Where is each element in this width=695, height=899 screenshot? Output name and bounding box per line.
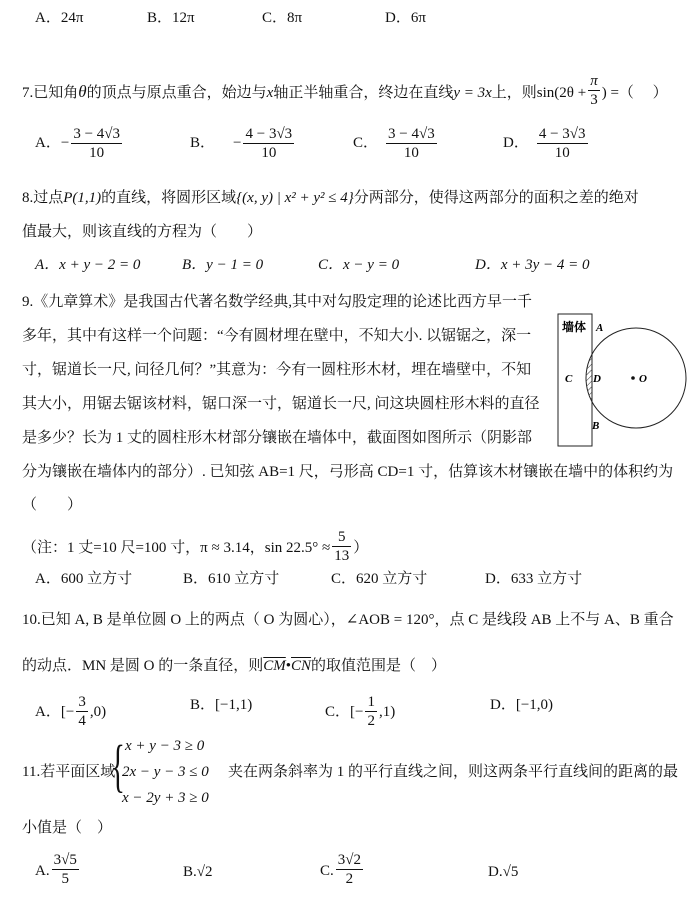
q9-note-den: 13 <box>334 548 350 564</box>
q11-ineq-2: 2x − y − 3 ≤ 0 <box>122 764 209 780</box>
label-a: A <box>596 322 604 334</box>
q8-option-d: D．x + 3y − 4 = 0 <box>475 257 590 273</box>
q8-option-c: C．x − y = 0 <box>318 257 400 273</box>
label-o: O <box>639 373 647 385</box>
q7-pi: π <box>590 73 598 89</box>
q10-option-d <box>490 695 553 715</box>
q8-line1-pre: 8.过点 <box>22 190 64 206</box>
q11-option-c-den: 2 <box>345 871 354 887</box>
q7-option-b-label: B． <box>190 134 216 151</box>
q8-line1-post: 分两部分，使得这两部分的面积之差的绝对 <box>353 190 639 206</box>
q11-option-c-num: 3√2 <box>337 852 361 868</box>
q6-option-c: C．8π <box>262 10 303 26</box>
q11-line2: 小值是（ ） <box>22 820 113 836</box>
q10-option-a-den: 4 <box>78 713 86 729</box>
q10-dot: • <box>285 658 292 674</box>
q9-line3: 寸，锯道长一尺, 问径几何？”其意为：今有一圆柱形木材，埋在墙壁中，不知 <box>22 362 532 378</box>
q10-option-a-num: 3 <box>78 694 86 710</box>
q7-option-a-num: 3 − 4√3 <box>73 126 121 142</box>
q7-option-a-sign: − <box>60 134 70 151</box>
q10-option-d-text: [−1,0) <box>515 697 554 713</box>
q10-option-b <box>190 695 252 715</box>
q7-line-eq: y = 3x <box>453 84 492 101</box>
q7-option-a-label: A． <box>35 134 61 151</box>
q7-option-b-sign: − <box>233 134 242 151</box>
q11-option-b-text: √2 <box>196 864 213 880</box>
q11-brace: { <box>111 733 125 798</box>
q9-figure <box>548 300 693 450</box>
q7-option-b-num: 4 − 3√3 <box>245 126 293 142</box>
q9-option-c: C．620 立方寸 <box>331 571 428 587</box>
q7-sin-pre: sin(2θ + <box>536 84 587 101</box>
label-c: C <box>565 373 573 385</box>
q11-option-a <box>35 852 81 888</box>
q11-option-d-label: D. <box>488 864 503 880</box>
q11-option-c-label: C. <box>320 862 334 879</box>
q10-option-c-post: ,1) <box>378 703 396 720</box>
q6-option-b: B．12π <box>147 10 195 26</box>
q9-option-a: A．600 立方寸 <box>35 571 133 587</box>
q11-option-b-label: B. <box>183 864 197 880</box>
q9-option-b: B．610 立方寸 <box>183 571 280 587</box>
q7-option-d-den: 10 <box>554 145 570 161</box>
center-point <box>631 376 635 380</box>
q7-stem-mid1: 的顶点与原点重合，始边与 <box>86 84 267 101</box>
q10-option-c-pre: [− <box>350 703 364 720</box>
q10-option-a-post: ,0) <box>89 703 107 720</box>
q8-line1 <box>22 188 639 208</box>
q11-stem-post: 夹在两条斜率为 1 的平行直线之间，则这两条平行直线间的距离的最 <box>228 764 679 780</box>
q10-line2-pre: 的动点．MN 是圆 O 的一条直径，则 <box>22 658 264 674</box>
q7-stem-mid3: 上，则 <box>491 84 537 101</box>
q7-option-a-den: 10 <box>89 145 105 161</box>
q10-vector-cn: $\overline{CN}$ <box>291 658 312 674</box>
q9-option-d: D．633 立方寸 <box>485 571 583 587</box>
q6-option-a: A．24π <box>35 10 84 26</box>
q10-line1: 10.已知 A, B 是单位圆 O 上的两点（ O 为圆心），∠AOB = 120°，点 C 是线段 AB 上不与 A、B 重合 <box>22 612 674 628</box>
embedded-segment <box>578 330 592 430</box>
q8-option-b: B．y − 1 = 0 <box>182 257 264 273</box>
q9-note <box>22 529 369 565</box>
q7-option-d-num: 4 − 3√3 <box>538 126 586 142</box>
q9-note-post: ） <box>353 539 369 556</box>
q7-option-a <box>35 125 124 162</box>
q9-line2: 多年，其中有这样一个问题：“今有圆材埋在壁中，不知大小. 以锯锯之，深一 <box>22 328 532 344</box>
q10-option-b-label: B． <box>190 697 216 713</box>
q10-option-b-text: [−1,1) <box>215 697 253 713</box>
q9-note-pre: （注：1 丈=10 尺=100 寸，π ≈ 3.14，sin 22.5° ≈ <box>22 539 331 556</box>
q10-option-c-label: C． <box>325 703 351 720</box>
q8-line1-mid: 的直线，将圆形区域 <box>101 190 237 206</box>
q7-option-c-label: C． <box>353 134 379 151</box>
q9-note-num: 5 <box>332 528 351 547</box>
q10-option-c <box>325 695 395 730</box>
q10-option-d-label: D． <box>490 697 516 713</box>
q7-theta: θ <box>78 81 87 101</box>
q11-ineq-1: x + y − 3 ≥ 0 <box>125 738 205 754</box>
q11-option-a-num: 3√5 <box>53 852 77 868</box>
q7-x: x <box>266 84 274 101</box>
q7-option-b <box>190 125 296 162</box>
q7-stem-mid2: 轴正半轴重合，终边在直线 <box>273 84 454 101</box>
q9-line1: 9.《九章算术》是我国古代著名数学经典,其中对勾股定理的论述比西方早一千 <box>22 294 533 310</box>
q8-set: {(x, y) | x² + y² ≤ 4} <box>236 190 354 206</box>
q7-option-b-den: 10 <box>261 145 277 161</box>
q11-option-a-den: 5 <box>61 871 69 887</box>
q10-vector-cm: $\overline{CM}$ <box>263 658 286 674</box>
q7-option-d-label: D． <box>503 134 529 151</box>
q11-option-a-label: A. <box>35 862 50 879</box>
q8-point: P(1,1) <box>63 190 102 206</box>
q11-option-d <box>488 862 518 882</box>
q11-stem-pre: 11.若平面区域 <box>22 764 116 780</box>
q11-option-c <box>320 852 365 888</box>
q7-option-c-num: 3 − 4√3 <box>388 126 435 142</box>
q10-option-c-num: 1 <box>367 694 375 710</box>
label-b: B <box>592 420 600 432</box>
q7-stem-pre: 7.已知角 <box>22 84 79 101</box>
q9-line5: 是多少？长为 1 丈的圆柱形木材部分镶嵌在墙体中，截面图如图所示（阴影部 <box>22 430 533 446</box>
q7-stem <box>22 73 668 109</box>
q10-option-a <box>35 695 106 730</box>
q11-option-d-text: √5 <box>502 864 519 880</box>
q11-ineq-3: x − 2y + 3 ≥ 0 <box>122 790 209 806</box>
q7-option-c-den: 10 <box>403 145 419 161</box>
q9-line4: 其大小，用锯去锯该材料，锯口深一寸，锯道长一尺, 问这块圆柱形木料的直径 <box>22 396 540 412</box>
q7-option-c <box>353 125 439 162</box>
q7-option-d <box>503 125 590 162</box>
q8-line2: 值最大，则该直线的方程为（ ） <box>22 224 263 240</box>
q10-option-a-pre: [− <box>60 703 75 720</box>
q10-option-a-label: A． <box>35 703 61 720</box>
q9-line7: （ ） <box>22 497 83 513</box>
q9-line6: 分为镶嵌在墙体内的部分）. 已知弦 AB=1 尺，弓形高 CD=1 寸，估算该木材镶嵌在墙中的体积约为 <box>22 464 674 480</box>
q10-line2 <box>22 656 446 676</box>
q11-option-b <box>183 862 213 882</box>
label-d: D <box>593 373 601 385</box>
q10-line2-post: 的取值范围是（ ） <box>311 658 447 674</box>
q6-option-d: D．6π <box>385 10 426 26</box>
wall-label: 墙体 <box>562 320 587 334</box>
log-circle <box>586 328 686 428</box>
q7-three: 3 <box>590 92 598 108</box>
q10-option-c-den: 2 <box>367 713 375 729</box>
q7-sin-post: ) =（ ） <box>601 84 668 101</box>
q8-option-a: A．x + y − 2 = 0 <box>35 257 141 273</box>
